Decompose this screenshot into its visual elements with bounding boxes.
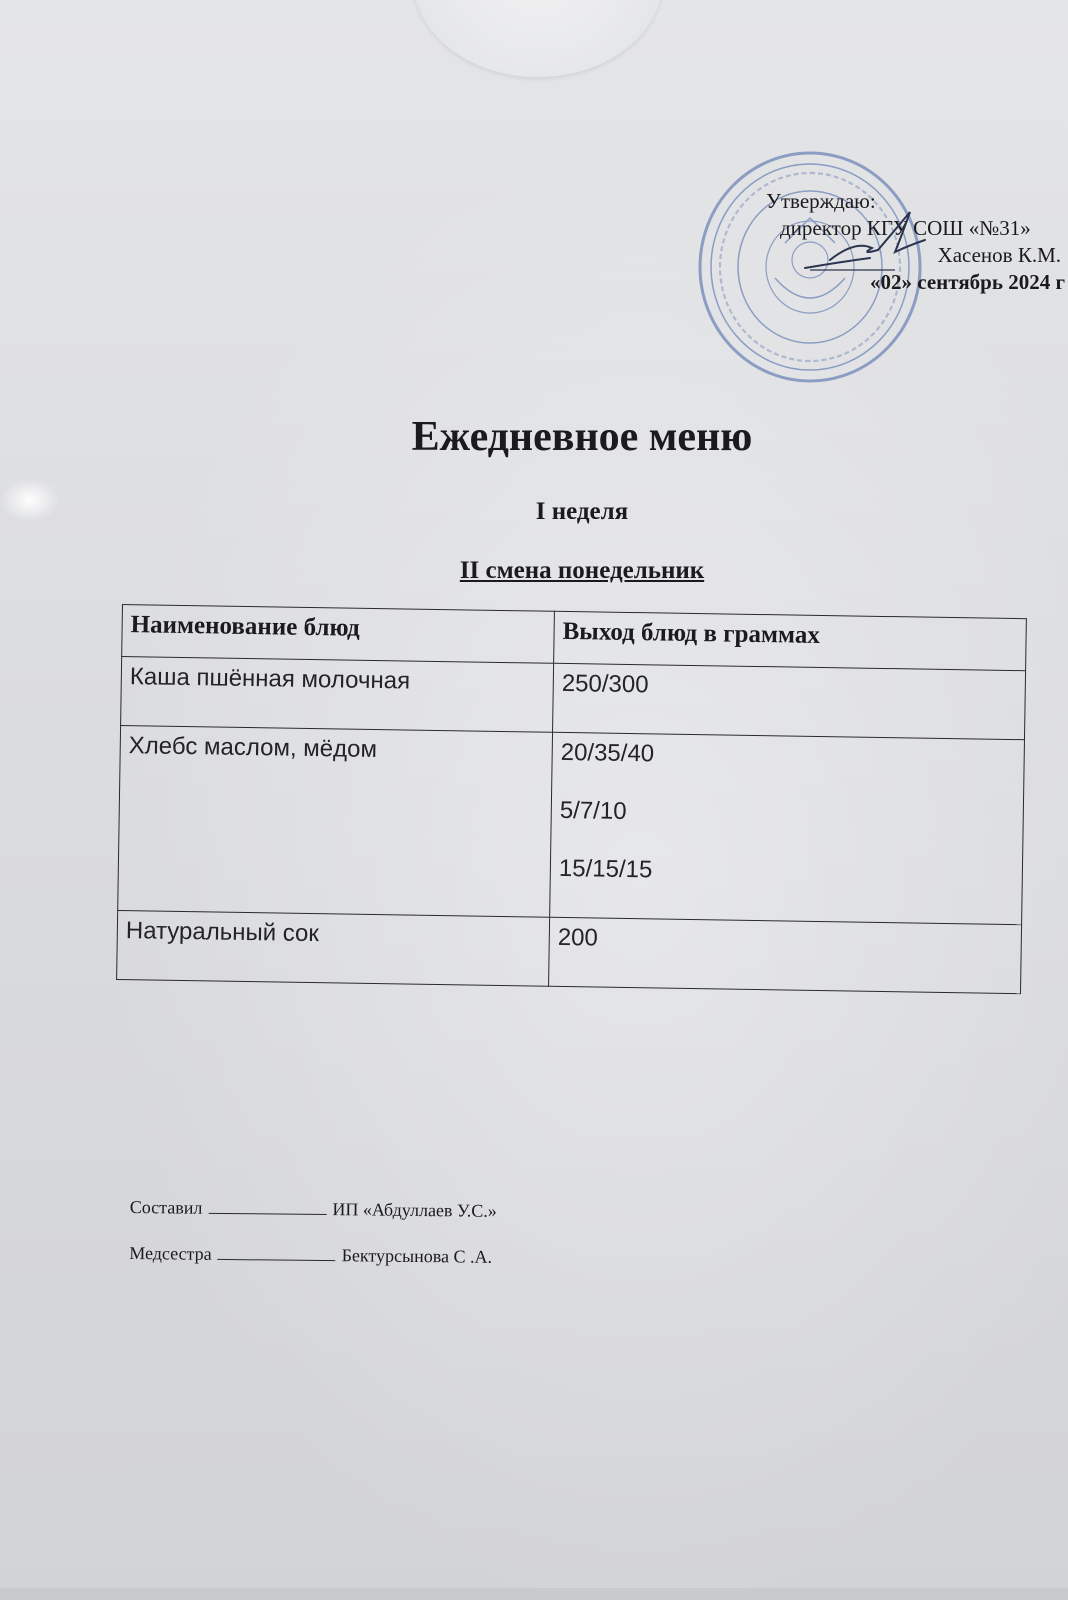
frame-bottom-edge xyxy=(0,1588,1068,1600)
header-dish-name: Наименование блюд xyxy=(122,605,555,664)
signatures-footer xyxy=(129,1184,497,1280)
output-value: 15/15/15 xyxy=(558,854,653,884)
punch-hole xyxy=(413,0,663,77)
week-label: I неделя xyxy=(535,498,629,525)
output-value: 5/7/10 xyxy=(559,796,627,825)
table-row xyxy=(117,910,1022,993)
compiled-by-label: Составил xyxy=(129,1196,203,1218)
compiled-by-line xyxy=(130,1184,498,1234)
dish-name-cell: Каша пшённая молочная xyxy=(121,657,554,733)
signature-blank xyxy=(208,1199,326,1215)
dish-name-cell: Натуральный сок xyxy=(117,910,550,986)
signature-blank xyxy=(218,1245,336,1261)
approval-director-name: Хасенов К.М. xyxy=(937,243,1061,267)
signature-icon xyxy=(800,200,950,280)
header-output-grams: Выход блюд в граммах xyxy=(554,611,1027,670)
output-cell xyxy=(550,732,1025,924)
compiled-by-name: ИП «Абдуллаев У.С.» xyxy=(332,1199,497,1221)
output-value: 200 xyxy=(557,923,599,952)
output-value: 20/35/40 xyxy=(560,738,655,768)
page-title: Ежедневное меню xyxy=(411,414,753,460)
approval-date: «02» сентябрь 2024 г xyxy=(870,270,1065,294)
output-cell xyxy=(553,663,1026,739)
nurse-label: Медсестра xyxy=(129,1242,212,1264)
output-value: 250/300 xyxy=(561,669,649,699)
nurse-line xyxy=(129,1230,497,1280)
approval-heading: Утверждаю: xyxy=(766,189,876,213)
output-cell xyxy=(549,917,1022,993)
table-row xyxy=(118,725,1025,924)
menu-table xyxy=(116,604,1027,994)
nurse-name: Бектурсынова С .А. xyxy=(341,1245,493,1267)
dish-name-cell: Хлебс маслом, мёдом xyxy=(118,725,553,917)
approval-position: директор КГУ СОШ «№31» xyxy=(780,216,1031,240)
shift-label: II смена понедельник xyxy=(459,557,705,584)
